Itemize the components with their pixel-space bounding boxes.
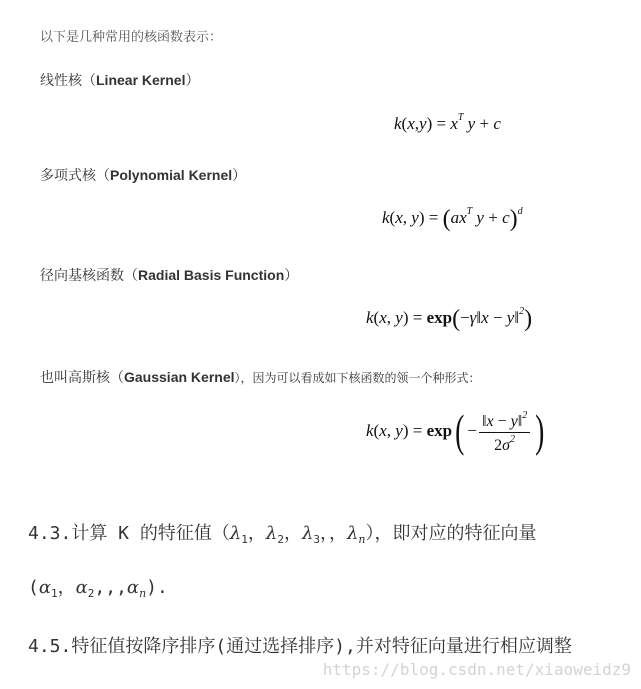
rbf-kernel-heading [40,265,298,285]
gaussian-kernel-formula: k(x, y) = exp( − $\frac{‖x - y‖^2}{2\sigma^2}$ ) [366,405,545,456]
heading-close: ） [232,168,247,184]
heading-cn: 线性核（ [40,73,96,89]
intro-text: 以下是几种常用的核函数表示： [40,30,223,45]
rbf-kernel-formula: k(x, y) = exp(−γ‖x − y‖$^2$) [366,306,533,332]
paragraph-4-3 [28,519,537,546]
heading-close: ） [284,268,299,284]
heading-en: Gaussian Kernel [124,369,235,385]
heading-close: ） [185,73,200,89]
linear-kernel-formula: $k(x,y) = x^T$ y + c [394,112,501,133]
linear-kernel-heading [40,70,199,90]
eigenvalues: $\lambda_1$，$\lambda_2$，$\lambda_3$，，$\lambda_n$ [229,523,366,546]
gaussian-kernel-heading [40,367,481,387]
heading-cn: 径向基核函数（ [40,268,138,284]
heading-cn: 多项式核（ [40,168,110,184]
heading-en: Radial Basis Function [138,267,285,283]
watermark: https://blog.csdn.net/xiaoweidz9 [322,660,631,679]
para-43-text-a: 4.3.计算 K 的特征值（ [28,523,230,544]
heading-en: Polynomial Kernel [110,167,233,183]
paragraph-4-5: 4.5.特征值按降序排序(通过选择排序),并对特征向量进行相应调整 [28,636,572,657]
polynomial-kernel-heading [40,165,246,185]
heading-en: Linear Kernel [96,72,186,88]
para-43-text-b: ），即对应的特征向量 [365,523,537,544]
heading-close: ），因为可以看成如下核函数的领一个种形式： [234,371,481,385]
eigenvectors: ($\alpha_1$，$\alpha_2,,,\alpha_n$). [28,577,168,600]
polynomial-kernel-formula: k(x, $y) = (ax^T$ y + c)$^d$ [382,206,523,232]
heading-cn: 也叫高斯核（ [40,370,124,386]
